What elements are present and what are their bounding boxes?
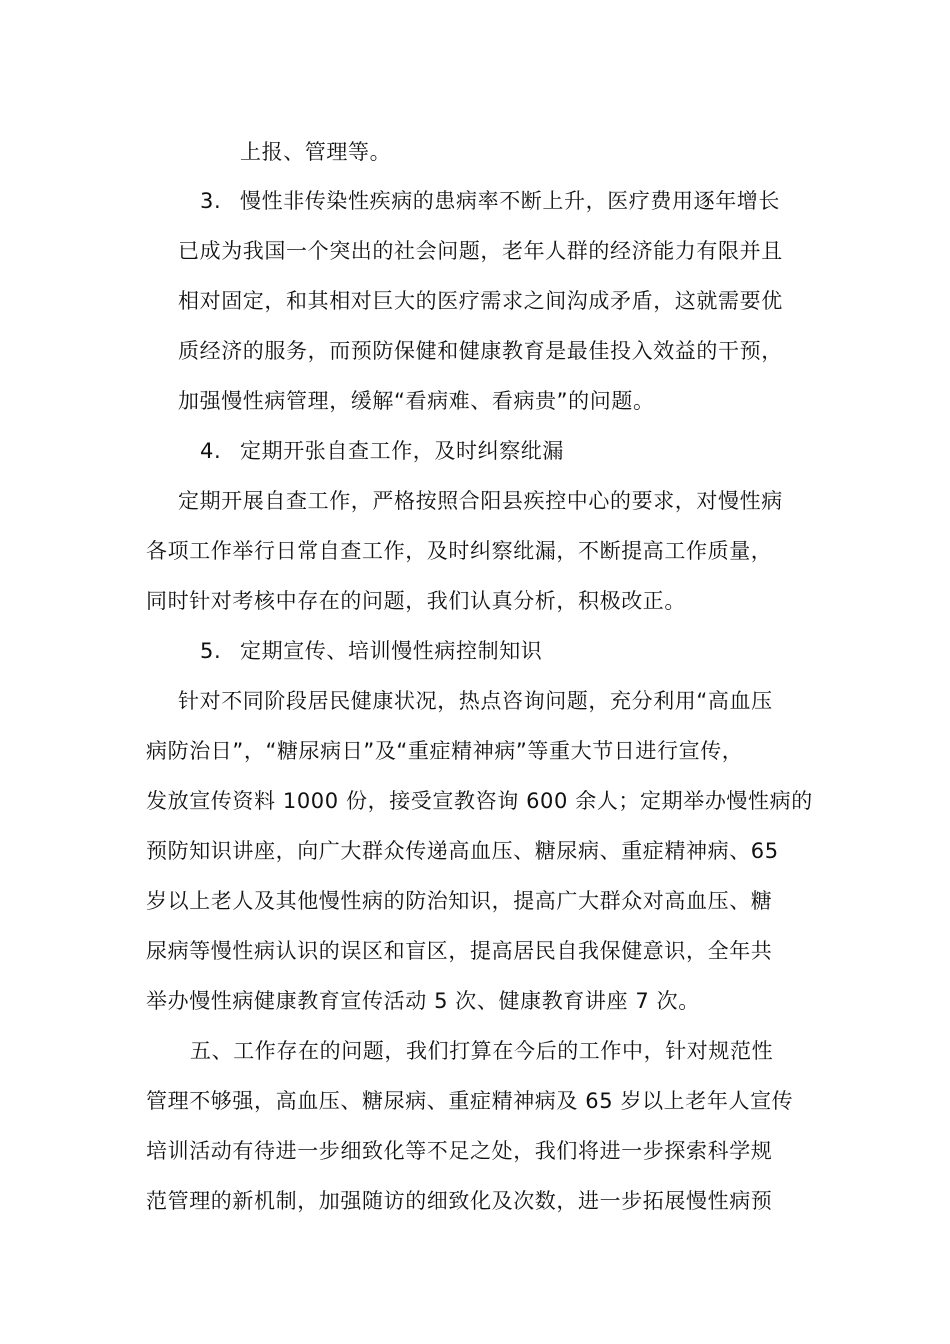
text-line: 发放宣传资料 1000 份，接受宣教咨询 600 余人；定期举办慢性病的 [146,789,813,813]
text-line: 加强慢性病管理，缓解“看病难、看病贵”的问题。 [178,389,655,413]
text-line: 相对固定，和其相对巨大的医疗需求之间沟成矛盾，这就需要优 [178,289,783,313]
item-number: 3. [200,189,222,213]
text-line: 尿病等慢性病认识的误区和盲区，提高居民自我保健意识，全年共 [146,939,773,963]
text-line: 预防知识讲座，向广大群众传递高血压、糖尿病、重症精神病、65 [146,839,779,863]
section-five-start: 五、工作存在的问题，我们打算在今后的工作中，针对规范性 [190,1039,774,1063]
text-line: 管理不够强，高血压、糖尿病、重症精神病及 65 岁以上老年人宣传 [146,1089,794,1113]
text-line: 岁以上老人及其他慢性病的防治知识，提高广大群众对高血压、糖 [146,889,773,913]
text-line: 上报、管理等。 [240,140,392,164]
text-line: 定期开展自查工作，严格按照合阳县疾控中心的要求，对慢性病 [178,489,783,513]
numbered-item-5 [200,636,542,666]
text-line: 范管理的新机制，加强随访的细致化及次数，进一步拓展慢性病预 [146,1189,773,1213]
text-line: 病防治日”，“糖尿病日”及“重症精神病”等重大节日进行宣传， [146,739,744,763]
text-line: 同时针对考核中存在的问题，我们认真分析，积极改正。 [146,589,686,613]
numbered-item-4 [200,436,564,466]
numbered-item-3 [200,186,780,216]
text-line: 质经济的服务，而预防保健和健康教育是最佳投入效益的干预， [178,339,783,363]
item-number: 4. [200,439,222,463]
text-line: 已成为我国一个突出的社会问题，老年人群的经济能力有限并且 [178,239,783,263]
item-text: 慢性非传染性疾病的患病率不断上升，医疗费用逐年增长 [240,189,780,213]
text-line: 针对不同阶段居民健康状况，热点咨询问题，充分利用“高血压 [178,689,773,713]
text-line: 培训活动有待进一步细致化等不足之处，我们将进一步探索科学规 [146,1139,773,1163]
text-line: 举办慢性病健康教育宣传活动 5 次、健康教育讲座 7 次。 [146,989,700,1013]
item-number: 5. [200,639,222,663]
item-heading: 定期宣传、培训慢性病控制知识 [240,639,543,663]
text-line: 各项工作举行日常自查工作，及时纠察纰漏，不断提高工作质量， [146,539,773,563]
item-heading: 定期开张自查工作，及时纠察纰漏 [240,439,564,463]
